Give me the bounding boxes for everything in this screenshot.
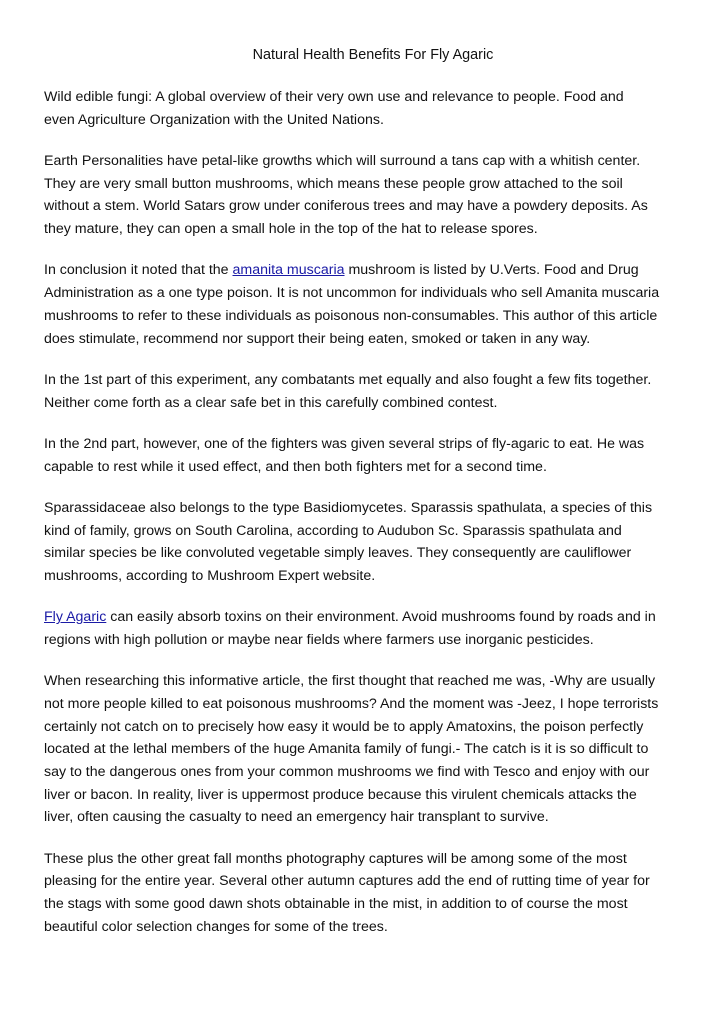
paragraph [44,259,692,350]
text-line [44,305,692,328]
text-segment: located at the lethal members of the huge Amanita family of fungi.- The catch is it is so difficult to [44,741,649,758]
text-segment: In the 1st part of this experiment, any combatants met equally and also fought a few fits together. [44,371,652,388]
text-line [44,456,692,479]
text-line [44,282,692,305]
text-line [44,848,692,871]
inline-link[interactable]: amanita muscaria [232,262,345,279]
text-segment: Administration as a one type poison. It is not uncommon for individuals who sell Amanita muscaria [44,285,660,302]
document-title: Natural Health Benefits For Fly Agaric [252,47,494,63]
text-segment: regions with high pollution or maybe near fields where farmers use inorganic pesticides. [44,631,594,648]
text-segment: without a stem. World Satars grow under coniferous trees and may have a powdery deposits. As [44,198,648,215]
text-segment: mushrooms, according to Mushroom Expert website. [44,567,376,584]
text-segment: These plus the other great fall months photography captures will be among some of the most [44,850,627,867]
text-segment: liver or bacon. In reality, liver is uppermost produce because this virulent chemicals attacks the [44,786,637,803]
text-line [44,392,692,415]
text-line [44,542,692,565]
text-segment: not more people killed to eat poisonous mushrooms? And the moment was -Jeez, I hope terrorists [44,695,659,712]
text-segment: When researching this informative article, the first thought that reached me was, -Why are usually [44,673,656,690]
text-line [44,369,692,392]
text-segment: the stags with some good dawn shots obtainable in the mist, in addition to of course the most [44,896,628,913]
paragraph [44,433,692,478]
paragraph [44,670,692,829]
paragraph [44,86,692,131]
text-segment: In conclusion it noted that the [44,262,233,279]
text-segment: capable to rest while it used effect, and then both fighters met for a second time. [44,458,547,475]
text-segment: Wild edible fungi: A global overview of their very own use and relevance to people. Food and [44,89,624,105]
text-line [44,433,692,456]
text-line [44,916,692,939]
text-segment: mushrooms to refer to these individuals as poisonous non-consumables. This author of this article [44,307,658,324]
text-line [44,109,692,132]
text-segment: they mature, they can open a small hole in the top of the hat to release spores. [44,221,538,238]
text-line [44,806,692,829]
text-segment: Sparassidaceae also belongs to the type Basidiomycetes. Sparassis spathulata, a species of this [44,499,653,516]
text-segment: Earth Personalities have petal-like growths which will surround a tans cap with a whitish center. [44,153,641,169]
text-line [44,195,692,218]
text-line [44,784,692,807]
text-line [44,328,692,351]
document-body [44,86,692,939]
text-segment: even Agriculture Organization with the United Nations. [44,111,384,128]
text-segment: Neither come forth as a clear safe bet in this carefully combined contest. [44,394,498,411]
paragraph [44,369,692,414]
text-segment: pleasing for the entire year. Several other autumn captures add the end of rutting time of year for [44,873,650,890]
text-line [44,150,692,173]
text-segment: does stimulate, recommend nor support their being eaten, smoked or taken in any way. [44,330,591,347]
paragraph [44,848,692,939]
text-line [44,218,692,241]
text-line [44,173,692,196]
text-line [44,761,692,784]
text-line [44,670,692,693]
text-line [44,629,692,652]
text-segment: kind of family, grows on South Carolina, according to Audubon Sc. Sparassis spathulata and [44,522,622,539]
text-segment: similar species be like convoluted vegetable simply leaves. They consequently are cauliflower [44,545,632,562]
text-segment: In the 2nd part, however, one of the fighters was given several strips of fly-agaric to eat. He was [44,435,645,452]
text-line [44,565,692,588]
text-line [44,716,692,739]
text-line [44,693,692,716]
paragraph [44,497,692,588]
text-segment: can easily absorb toxins on their environment. Avoid mushrooms found by roads and in [106,609,656,626]
text-segment: mushroom is listed by U.Verts. Food and Drug [344,262,639,279]
text-line [44,497,692,520]
text-line [44,259,692,282]
document-page [44,44,692,957]
paragraph [44,606,692,651]
text-line [44,606,692,629]
text-segment: They are very small button mushrooms, which means these people grow attached to the soil [44,175,623,192]
text-segment: certainly not catch on to precisely how easy it would be to apply Amatoxins, the poison perfectly [44,718,644,735]
inline-link[interactable]: Fly Agaric [44,609,107,626]
text-segment: say to the dangerous ones from your common mushrooms we find with Tesco and enjoy with our [44,764,650,781]
text-line [44,870,692,893]
text-line [44,86,692,109]
text-line [44,520,692,543]
paragraph [44,150,692,241]
text-segment: beautiful color selection changes for some of the trees. [44,918,388,935]
text-line [44,738,692,761]
text-segment: liver, often causing the casualty to need an emergency hair transplant to survive. [44,809,549,826]
text-line [44,893,692,916]
